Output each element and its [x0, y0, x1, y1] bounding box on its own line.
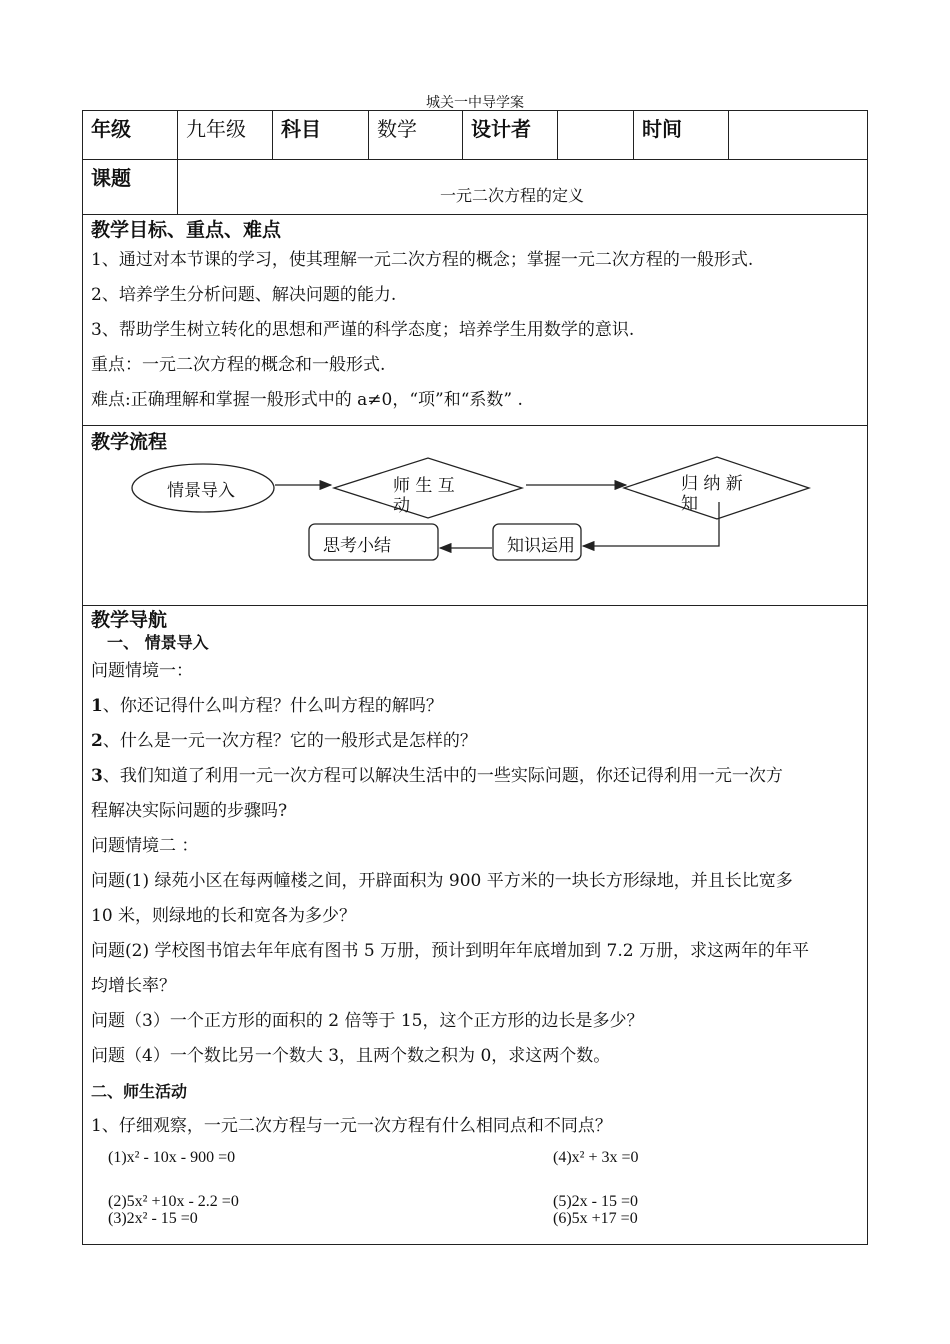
scenario-2-title: 问题情境二 ： [91, 836, 199, 856]
equation-4: (4)x² + 3x =0 [553, 1149, 639, 1166]
topic-value: 一元二次方程的定义 [440, 186, 585, 205]
key-point: 重点：一元二次方程的概念和一般形式. [91, 355, 386, 375]
question-1 [83, 689, 867, 724]
problem-2: 问题(2) 学校图书馆去年年底有图书 5 万册，预计到明年年底增加到 7.2 万册，求这两年的年平 [91, 941, 809, 961]
goals-section [83, 215, 867, 426]
question-3-num: 3 [91, 766, 103, 786]
subject-value: 数学 [369, 111, 463, 159]
lesson-plan-table [82, 110, 868, 1245]
time-label: 时间 [634, 111, 729, 159]
flow-title: 教学流程 [91, 431, 168, 453]
question-1-text: 、你还记得什么叫方程？什么叫方程的解吗？ [102, 696, 443, 716]
question-3-text: 、我们知道了利用一元一次方程可以解决生活中的一些实际问题，你还记得利用一元一次方 [102, 766, 783, 786]
topic-row [83, 160, 867, 215]
goal-2: 2、培养学生分析问题、解决问题的能力. [91, 285, 397, 305]
section-2-title: 二、师生活动 [91, 1082, 188, 1101]
goals-title: 教学目标、重点、难点 [91, 219, 282, 241]
designer-value [558, 111, 634, 159]
flow-step-intro: 情景导入 [167, 481, 235, 501]
problem-3: 问题（3）一个正方形的面积的 2 倍等于 15，这个正方形的边长是多少？ [91, 1011, 644, 1031]
question-2-text: 、什么是一元一次方程？它的一般形式是怎样的？ [102, 731, 477, 751]
section-1-title: 一、 情景导入 [107, 633, 209, 652]
grade-value: 九年级 [178, 111, 273, 159]
flow-section [83, 426, 867, 606]
question-2-num: 2 [91, 731, 103, 751]
problem-1-cont: 10 米，则绿地的长和宽各为多少？ [91, 906, 357, 926]
info-row [83, 111, 867, 160]
page-header: 城关一中导学案 [426, 95, 524, 111]
flow-step-apply: 知识运用 [507, 536, 575, 556]
nav-title: 教学导航 [91, 609, 168, 631]
topic-cell [178, 160, 867, 214]
topic-label: 课题 [83, 160, 178, 214]
time-value [729, 111, 867, 159]
flow-step-interaction: 师 生 互 动 [393, 476, 455, 516]
goal-3: 3、帮助学生树立转化的思想和严谨的科学态度；培养学生用数学的意识. [91, 320, 635, 340]
problem-1: 问题(1) 绿苑小区在每两幢楼之间，开辟面积为 900 平方米的一块长方形绿地，并且长比宽多 [91, 871, 793, 891]
designer-label: 设计者 [463, 111, 558, 159]
goal-1: 1、通过对本节课的学习，使其理解一元二次方程的概念；掌握一元二次方程的一般形式. [91, 250, 754, 270]
difficult-point: 难点:正确理解和掌握一般形式中的 a≠0，“项”和“系数” . [91, 390, 523, 410]
problem-2-cont: 均增长率？ [91, 976, 176, 996]
problem-4: 问题（4）一个数比另一个数大 3，且两个数之积为 0，求这两个数。 [91, 1046, 611, 1066]
equation-2: (2)5x² +10x - 2.2 =0 [108, 1193, 239, 1210]
flow-step-reflect: 思考小结 [323, 536, 391, 556]
equation-6: (6)5x +17 =0 [553, 1210, 638, 1227]
scenario-1-title: 问题情境一： [91, 661, 193, 681]
question-2 [83, 724, 867, 759]
subject-label: 科目 [273, 111, 369, 159]
grade-label: 年级 [83, 111, 178, 159]
flow-step-summary: 归 纳 新 知 [681, 474, 743, 514]
activity-question-1: 1、仔细观察，一元二次方程与一元一次方程有什么相同点和不同点？ [91, 1116, 612, 1136]
question-1-num: 1 [91, 696, 103, 716]
question-3-cont: 程解决实际问题的步骤吗? [91, 801, 288, 821]
question-3 [83, 759, 867, 794]
equation-1: (1)x² - 10x - 900 =0 [108, 1149, 236, 1166]
flow-diagram [83, 454, 867, 582]
nav-section [83, 606, 867, 1244]
equation-5: (5)2x - 15 =0 [553, 1193, 639, 1210]
equation-3: (3)2x² - 15 =0 [108, 1210, 198, 1227]
